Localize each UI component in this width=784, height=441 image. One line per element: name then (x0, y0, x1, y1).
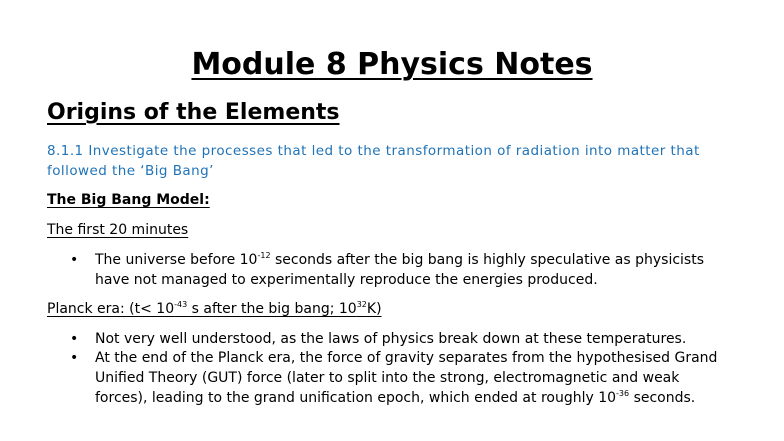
subsection-heading: The Big Bang Model: (47, 192, 210, 208)
list-item-text: At the end of the Planck era, the force of gravity separates from the hypothesised Grand Unified Theory (GUT) force (later to split into the strong, electromagnetic and weak forces), leading to the grand unification epoch, which ended at roughly $10^{-36}$ seconds. (95, 350, 718, 406)
section-heading: Origins of the Elements (47, 100, 340, 125)
list-item-text: Not very well understood, as the laws of physics break down at these temperatures. (95, 331, 687, 347)
bullet-icon: • (70, 350, 79, 366)
subheading-planck-era: Planck era: ($t< 10^{-43}$ s after the big bang; $10^{32}K$) (47, 300, 382, 317)
syllabus-outcome: 8.1.1 Investigate the processes that led to the transformation of radiation into matter that followed the ‘Big Bang’ (47, 143, 700, 179)
subheading-first-20-minutes: The first 20 minutes (47, 222, 189, 238)
bullet-icon: • (70, 252, 79, 268)
list-item-text: The universe before $10^{-12}$ seconds after the big bang is highly speculative as physicists have not managed to experimentally reproduce the energies produced. (95, 251, 705, 288)
list-item (70, 329, 687, 349)
list-item (70, 348, 718, 406)
list-item (70, 250, 705, 288)
bullet-icon: • (70, 331, 79, 347)
page-title: Module 8 Physics Notes (191, 47, 593, 82)
